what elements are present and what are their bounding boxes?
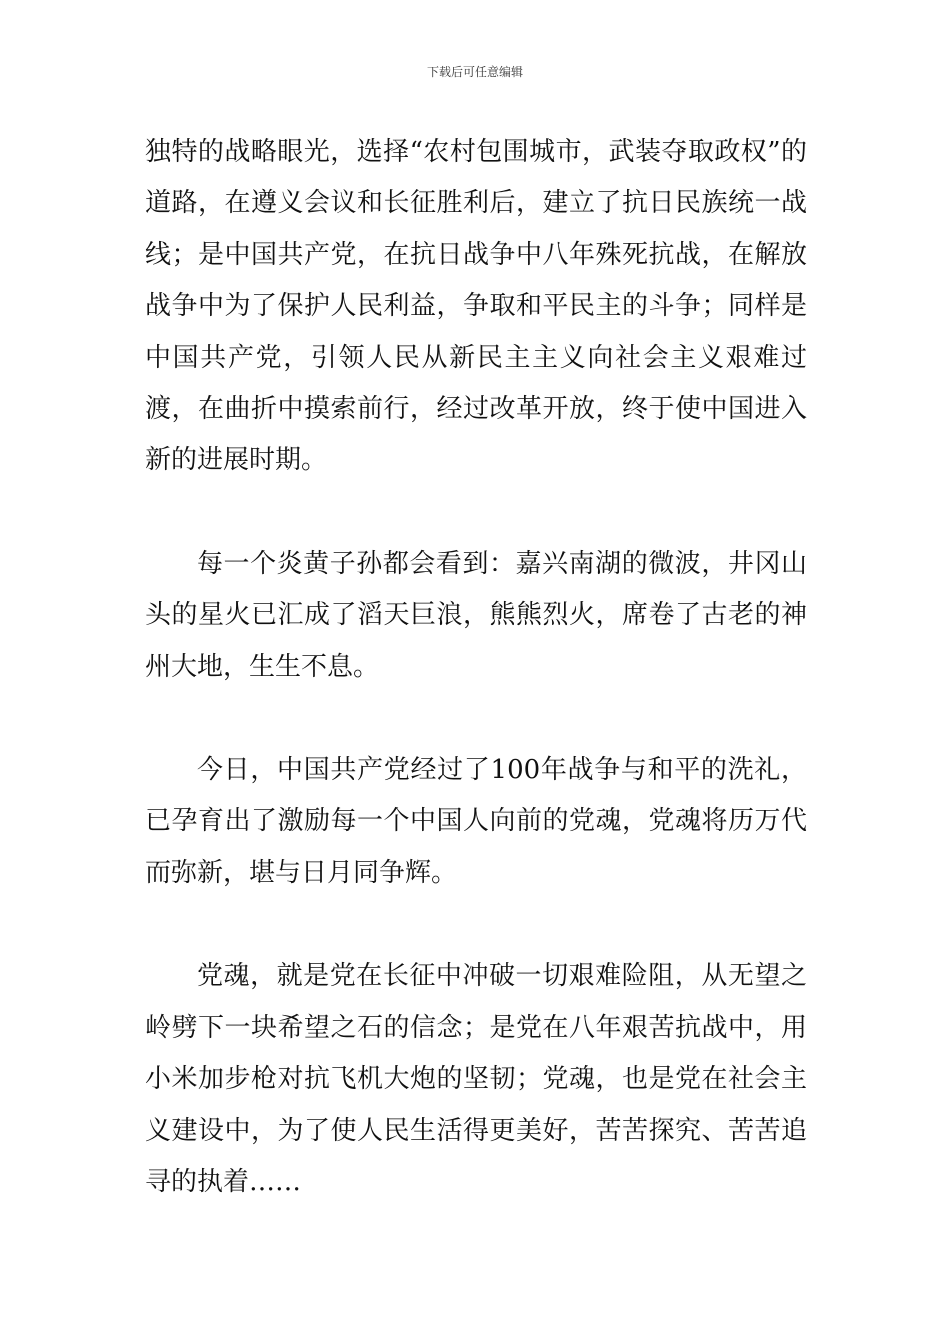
document-body xyxy=(145,127,807,1260)
paragraph-4: 党魂，就是党在长征中冲破一切艰难险阻，从无望之岭劈下一块希望之石的信念；是党在八年艰苦抗战中，用小米加步枪对抗飞机大炮的坚韧；党魂，也是党在社会主义建设中，为了使人民生活得更美好，苦苦探究、苦苦追寻的执着…… xyxy=(145,961,807,1197)
paragraph-2: 每一个炎黄子孙都会看到：嘉兴南湖的微波，井冈山头的星火已汇成了滔天巨浪，熊熊烈火，席卷了古老的神州大地，生生不息。 xyxy=(145,548,807,682)
paragraph-3: 今日，中国共产党经过了100年战争与和平的洗礼，已孕育出了激励每一个中国人向前的党魂，党魂将历万代而弥新，堪与日月同争辉。 xyxy=(145,755,807,888)
paragraph-1: 独特的战略眼光，选择“农村包围城市，武装夺取政权”的道路，在遵义会议和长征胜利后，建立了抗日民族统一战线；是中国共产党，在抗日战争中八年殊死抗战，在解放战争中为了保护人民利益，争取和平民主的斗争；同样是中国共产党，引领人民从新民主主义向社会主义艰难过渡，在曲折中摸索前行，经过改革开放，终于使中国进入新的进展时期。 xyxy=(145,137,807,476)
page-header: 下载后可任意编辑 xyxy=(426,65,523,79)
